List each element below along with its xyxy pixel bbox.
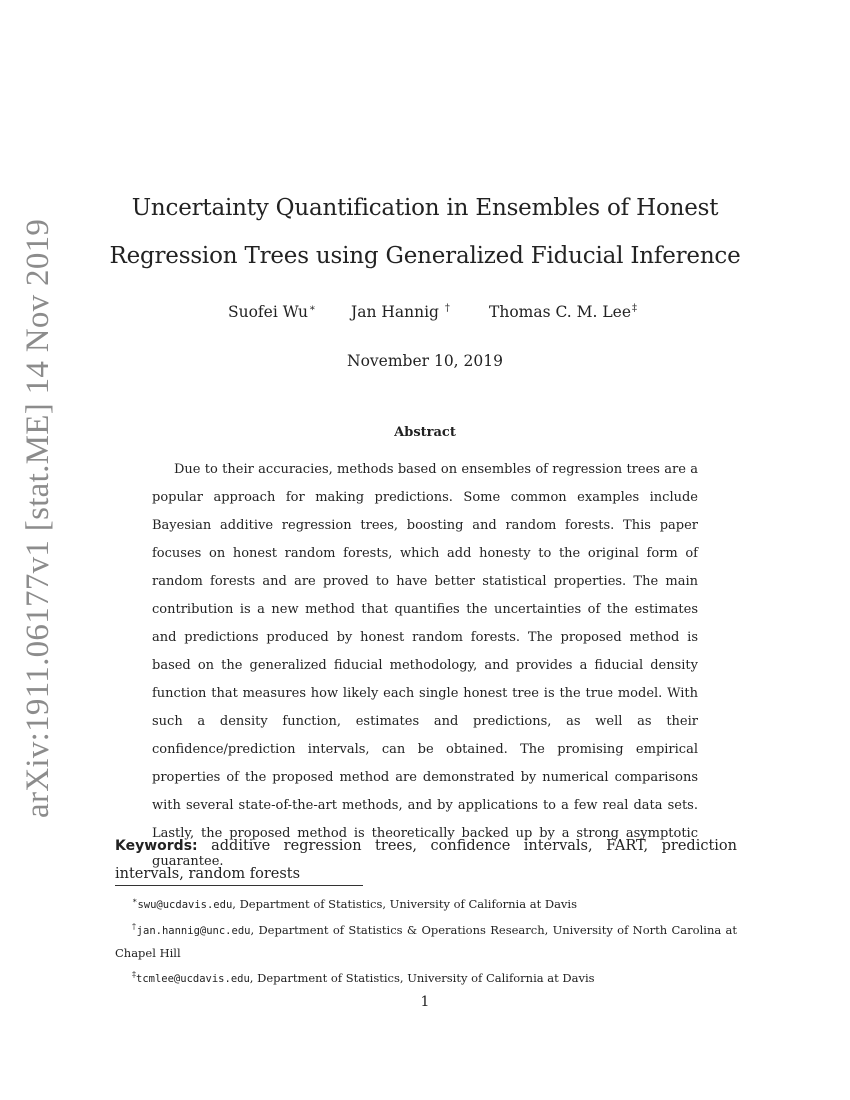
author-mark: † [444, 303, 450, 314]
footnote-mark: ‡ [132, 970, 136, 979]
footnote-email: jan.hannig@unc.edu [136, 925, 251, 937]
footnote-item [115, 916, 737, 964]
footnote-email: swu@ucdavis.edu [137, 899, 233, 911]
footnotes [115, 890, 737, 990]
author-mark: ∗ [309, 303, 316, 314]
page-number: 1 [420, 994, 430, 1010]
arxiv-stamp: arXiv:1911.06177v1 [stat.ME] 14 Nov 2019 [20, 218, 56, 818]
author-name: Suofei Wu [228, 303, 309, 321]
footnote-item [115, 964, 737, 990]
author-1 [228, 303, 316, 321]
footnote-divider [115, 885, 363, 886]
footnote-item [115, 890, 737, 916]
author-list [0, 303, 850, 327]
footnote-text: , Department of Statistics & Operations Research, University of North Carolina at Chapel Hill [115, 923, 737, 960]
footnote-mark: † [132, 922, 137, 931]
footnote-mark: ∗ [132, 896, 138, 905]
abstract-body: Due to their accuracies, methods based on ensembles of regression trees are a popular approach for making predictions. Some common examples include Bayesian additive regression trees, boosting and random forests. This paper focuses on honest random forests, which add honesty to the original form of random forests and are proved to have better statistical properties. The main contribution is a new method that quantifies the uncertainties of the estimates and predictions produced by honest random forests. The proposed method is based on the generalized fiducial methodology, and provides a fiducial density function that measures how likely each single honest tree is the true model. With such a density function, estimates and predictions, as well as their confidence/prediction intervals, can be obtained. The promising empirical properties of the proposed method are demonstrated by numerical comparisons with several state-of-the-art methods, and by applications to a few real data sets. Lastly, the proposed method is theoretically backed up by a strong asymptotic guarantee. [152, 462, 698, 869]
keywords-label: Keywords: [115, 838, 198, 854]
abstract-heading: Abstract [394, 425, 456, 440]
footnote-text: , Department of Statistics, University of California at Davis [232, 897, 578, 911]
author-name: Jan Hannig [351, 303, 439, 321]
author-mark: ‡ [632, 303, 637, 314]
author-2 [351, 303, 450, 321]
footnote-email: tcmlee@ucdavis.edu [136, 973, 250, 985]
paper-title: Uncertainty Quantification in Ensembles of Honest Regression Trees using Generalized Fiducial Inference [109, 195, 741, 269]
publication-date: November 10, 2019 [347, 352, 503, 370]
footnote-text: , Department of Statistics, University of California at Davis [249, 971, 595, 985]
keywords [115, 832, 737, 888]
keywords-text: additive regression trees, confidence intervals, FART, prediction intervals, random forests [115, 838, 737, 882]
author-3 [489, 303, 637, 321]
author-name: Thomas C. M. Lee [489, 303, 631, 321]
